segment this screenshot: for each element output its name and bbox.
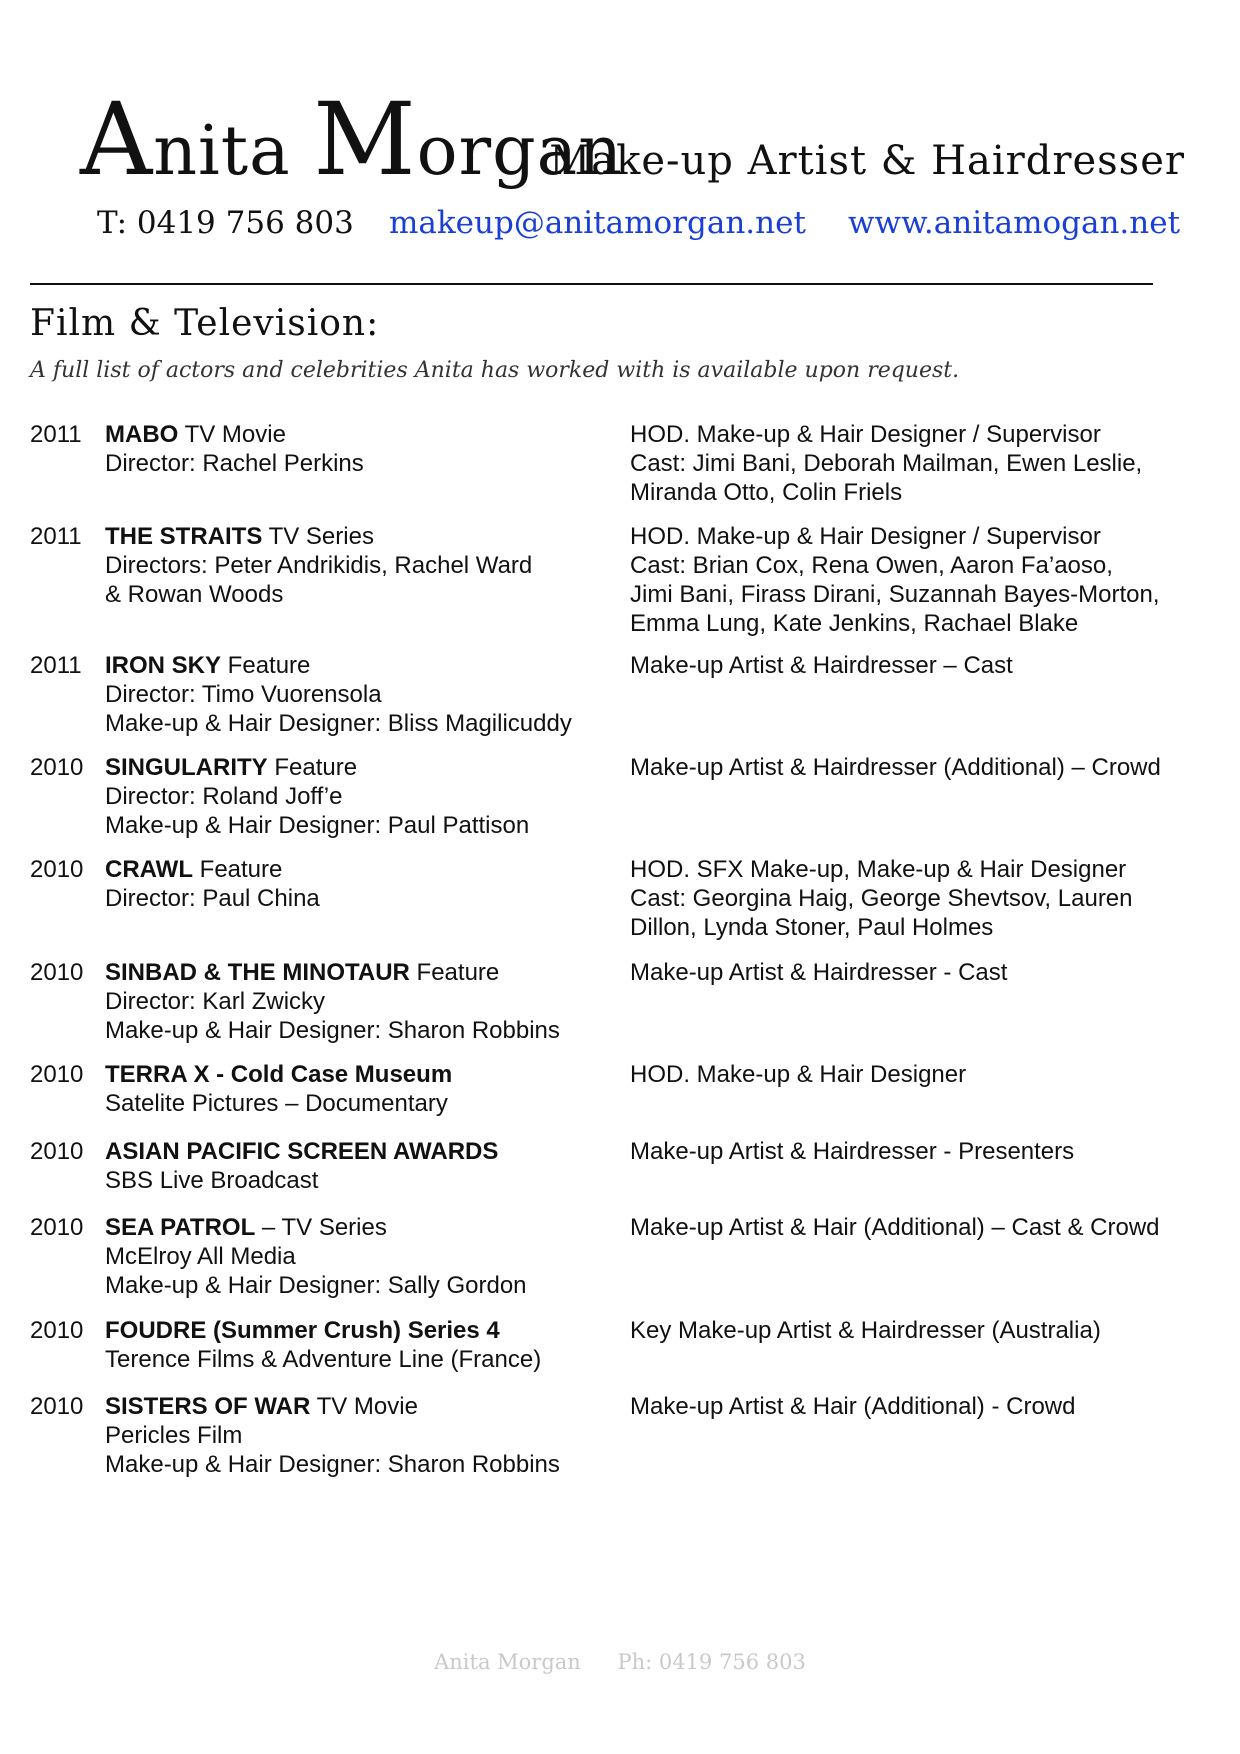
- email-link[interactable]: makeup@anitamorgan.net: [389, 205, 806, 241]
- credit-year: 2010: [30, 958, 84, 986]
- production-detail: Make-up & Hair Designer: Sally Gordon: [105, 1272, 527, 1300]
- credit-role: [630, 753, 1190, 782]
- production-title: ASIAN PACIFIC SCREEN AWARDS: [105, 1137, 499, 1165]
- production-detail: Make-up & Hair Designer: Sharon Robbins: [105, 1451, 560, 1479]
- credit-production: [105, 753, 615, 840]
- production-detail: & Rowan Woods: [105, 581, 284, 609]
- page-footer: [0, 1650, 1240, 1674]
- credit-role: [630, 1137, 1190, 1166]
- production-type: Feature: [409, 958, 500, 986]
- production-type: Feature: [221, 651, 311, 679]
- role-line: HOD. Make-up & Hair Designer / Supervisor: [630, 421, 1101, 448]
- credit-year: 2010: [30, 1316, 84, 1344]
- credit-year: 2010: [30, 1061, 84, 1089]
- production-title: MABO: [105, 421, 179, 448]
- credit-year: 2011: [30, 651, 82, 679]
- role-line: Cast: Georgina Haig, George Shevtsov, Lauren: [630, 885, 1133, 913]
- role-line: Make-up Artist & Hair (Additional) – Cast & Crowd: [630, 1214, 1160, 1242]
- production-type: Feature: [267, 754, 358, 781]
- name-first-rest: nita: [153, 112, 291, 191]
- production-title: THE STRAITS: [105, 523, 263, 551]
- production-type: TV Movie: [310, 1393, 418, 1421]
- production-detail: McElroy All Media: [105, 1243, 296, 1271]
- name-last-initial: M: [313, 81, 417, 198]
- role-line: Cast: Brian Cox, Rena Owen, Aaron Fa’aoso,: [630, 552, 1113, 580]
- production-title-line: [105, 522, 615, 551]
- role-line: Dillon, Lynda Stoner, Paul Holmes: [630, 914, 994, 942]
- credits-list: [0, 420, 1240, 1495]
- credit-production: [105, 1137, 615, 1195]
- production-title-line: [105, 1316, 615, 1345]
- production-title-line: [105, 651, 615, 680]
- production-title-line: [105, 1060, 615, 1089]
- role-line: HOD. SFX Make-up, Make-up & Hair Designer: [630, 856, 1127, 884]
- credit-production: [105, 420, 615, 478]
- production-detail: Satelite Pictures – Documentary: [105, 1090, 448, 1118]
- credit-production: [105, 1060, 615, 1118]
- production-title: SINGULARITY: [105, 754, 268, 781]
- credit-role: [630, 420, 1190, 507]
- name-first-initial: A: [80, 81, 154, 198]
- credit-production: [105, 855, 615, 913]
- production-type: – TV Series: [255, 1214, 387, 1242]
- role-line: Cast: Jimi Bani, Deborah Mailman, Ewen Leslie,: [630, 450, 1143, 477]
- credit-role: [630, 651, 1190, 680]
- credit-role: [630, 1392, 1190, 1421]
- credit-role: [630, 1213, 1190, 1242]
- production-title: SISTERS OF WAR: [105, 1393, 311, 1421]
- section-note: A full list of actors and celebrities Anita has worked with is available upon request.: [30, 358, 960, 383]
- credit-role: [630, 522, 1190, 638]
- footer-phone: Ph: 0419 756 803: [617, 1650, 806, 1674]
- production-title: IRON SKY: [105, 651, 222, 679]
- production-title: TERRA X - Cold Case Museum: [105, 1061, 453, 1089]
- production-detail: Director: Paul China: [105, 885, 320, 913]
- credit-role: [630, 958, 1190, 987]
- production-title-line: [105, 420, 615, 449]
- credit-production: [105, 1213, 615, 1300]
- credit-production: [105, 1392, 615, 1479]
- production-title: CRAWL: [105, 856, 193, 884]
- role-line: Make-up Artist & Hairdresser – Cast: [630, 651, 1013, 679]
- credit-role: [630, 855, 1190, 942]
- credit-year: 2010: [30, 1137, 84, 1165]
- name-heading: [80, 81, 623, 198]
- role-line: Jimi Bani, Firass Dirani, Suzannah Bayes-Morton,: [630, 581, 1160, 609]
- footer-name: Anita Morgan: [434, 1650, 581, 1674]
- role-line: Make-up Artist & Hairdresser (Additional) – Crowd: [630, 754, 1161, 781]
- production-title-line: [105, 1392, 615, 1421]
- website-link[interactable]: www.anitamogan.net: [848, 205, 1181, 241]
- production-type: TV Movie: [178, 421, 286, 448]
- credit-role: [630, 1060, 1190, 1089]
- production-detail: SBS Live Broadcast: [105, 1166, 319, 1194]
- role-line: HOD. Make-up & Hair Designer / Supervisor: [630, 523, 1101, 551]
- credit-year: 2010: [30, 1393, 84, 1421]
- production-detail: Director: Rachel Perkins: [105, 450, 364, 477]
- production-detail: Director: Karl Zwicky: [105, 987, 326, 1015]
- credit-production: [105, 651, 615, 738]
- production-title: SINBAD & THE MINOTAUR: [105, 958, 410, 986]
- credit-year: 2011: [30, 523, 82, 551]
- production-detail: Make-up & Hair Designer: Paul Pattison: [105, 812, 530, 839]
- phone-number: T: 0419 756 803: [97, 205, 354, 241]
- credit-role: [630, 1316, 1190, 1345]
- production-detail: Director: Timo Vuorensola: [105, 680, 382, 708]
- credit-year: 2010: [30, 856, 84, 884]
- production-type: Feature: [192, 856, 283, 884]
- production-detail: Make-up & Hair Designer: Bliss Magilicuddy: [105, 709, 572, 737]
- credit-production: [105, 1316, 615, 1374]
- header-divider: [30, 283, 1153, 285]
- production-title-line: [105, 753, 615, 782]
- production-detail: Directors: Peter Andrikidis, Rachel Ward: [105, 552, 533, 580]
- credit-year: 2011: [30, 421, 82, 448]
- role-line: Emma Lung, Kate Jenkins, Rachael Blake: [630, 610, 1079, 638]
- production-type: TV Series: [262, 523, 374, 551]
- role-line: Make-up Artist & Hairdresser - Cast: [630, 958, 1008, 986]
- section-title: Film & Television:: [30, 303, 380, 344]
- production-detail: Pericles Film: [105, 1422, 243, 1450]
- production-detail: Terence Films & Adventure Line (France): [105, 1345, 542, 1373]
- production-title: FOUDRE (Summer Crush) Series 4: [105, 1316, 500, 1344]
- role-line: Make-up Artist & Hair (Additional) - Crowd: [630, 1393, 1076, 1421]
- role-line: Key Make-up Artist & Hairdresser (Australia): [630, 1316, 1101, 1344]
- role-line: HOD. Make-up & Hair Designer: [630, 1061, 967, 1089]
- production-detail: Make-up & Hair Designer: Sharon Robbins: [105, 1016, 560, 1044]
- name-last-rest: organ: [416, 112, 623, 191]
- role-line: Miranda Otto, Colin Friels: [630, 479, 903, 506]
- credit-production: [105, 958, 615, 1045]
- production-title-line: [105, 1213, 615, 1242]
- production-title-line: [105, 855, 615, 884]
- production-title-line: [105, 958, 615, 987]
- production-title-line: [105, 1137, 615, 1166]
- production-detail: Director: Roland Joff’e: [105, 783, 343, 810]
- role-line: Make-up Artist & Hairdresser - Presenters: [630, 1137, 1075, 1165]
- credit-year: 2010: [30, 1214, 84, 1242]
- credit-year: 2010: [30, 754, 84, 781]
- production-title: SEA PATROL: [105, 1214, 256, 1242]
- tagline: Make-up Artist & Hairdresser: [549, 138, 1185, 184]
- credit-production: [105, 522, 615, 609]
